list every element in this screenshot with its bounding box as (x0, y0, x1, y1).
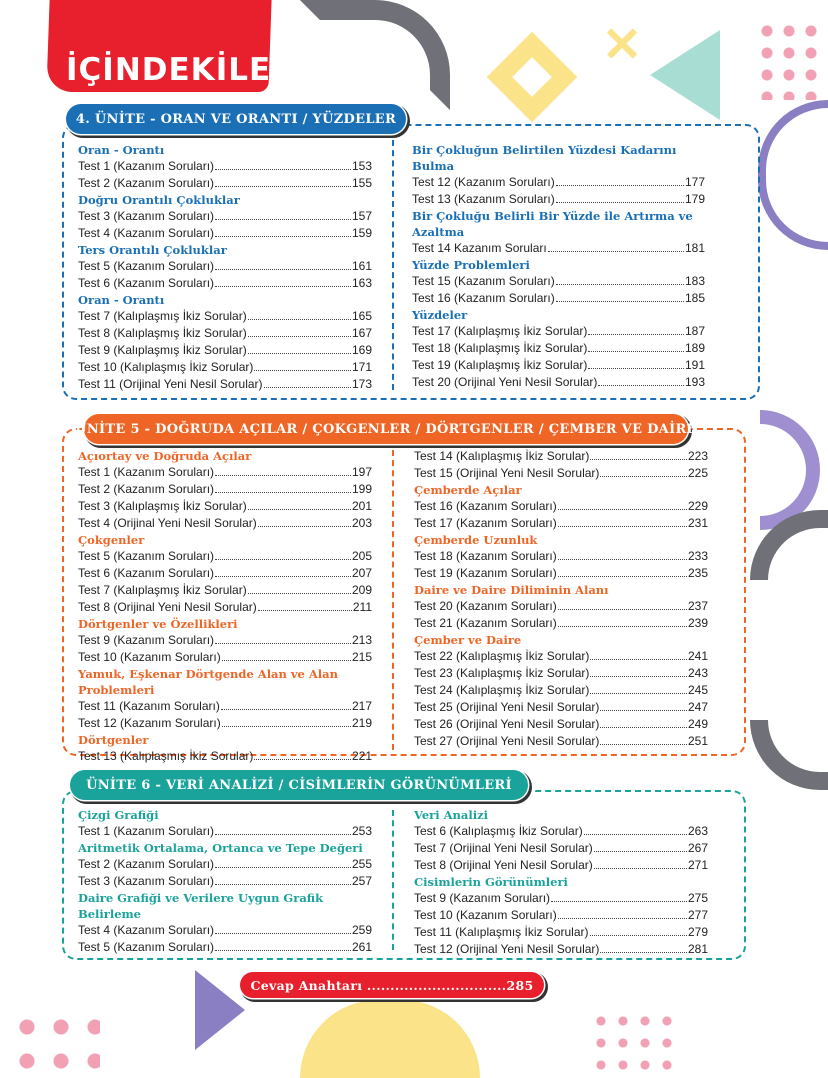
unit5-divider (392, 450, 394, 750)
toc-entry[interactable] (414, 890, 708, 907)
toc-entry-page: 193 (684, 375, 705, 389)
toc-entry-page: 211 (352, 600, 372, 614)
toc-entry-page: 171 (351, 360, 372, 374)
toc-entry[interactable] (414, 716, 708, 733)
answer-key-label: Cevap Anahtarı .............................. (250, 977, 507, 993)
toc-entry-title: Test 6 (Kazanım Soruları) (78, 566, 215, 580)
section-heading: Çokgenler (78, 533, 145, 547)
toc-entry[interactable] (414, 565, 708, 582)
toc-entry[interactable] (78, 698, 372, 715)
dot-leader (551, 890, 687, 902)
toc-entry-title: Test 3 (Kazanım Soruları) (78, 209, 215, 223)
toc-entry-page: 173 (351, 377, 372, 391)
dot-leader (556, 174, 684, 186)
toc-entry-title: Test 8 (Orijinal Yeni Nesil Sorular) (78, 600, 257, 614)
toc-entry[interactable] (414, 648, 708, 665)
toc-entry-page: 263 (687, 824, 708, 838)
dot-leader (215, 632, 351, 644)
toc-entry[interactable] (414, 733, 708, 750)
toc-entry-page: 189 (684, 341, 705, 355)
dot-leader (594, 857, 687, 869)
dot-leader (556, 191, 684, 203)
toc-entry-title: Test 5 (Kazanım Soruları) (78, 940, 215, 954)
section-heading: Çember ve Daire (414, 633, 522, 647)
dot-leader (588, 357, 684, 369)
toc-entry-page: 235 (687, 566, 708, 580)
toc-entry[interactable] (412, 357, 705, 374)
toc-entry-page: 183 (684, 274, 705, 288)
dot-leader (556, 273, 684, 285)
section-heading: Bir Çokluğu Belirli Bir Yüzde ile Artırma ve Azaltma (412, 209, 693, 239)
toc-entry[interactable] (414, 823, 708, 840)
toc-entry[interactable] (412, 290, 705, 307)
dot-leader (598, 374, 684, 386)
toc-entry[interactable] (412, 240, 705, 257)
dot-leader (558, 598, 687, 610)
section-heading: Doğru Orantılı Çokluklar (78, 193, 240, 207)
dot-leader (588, 340, 684, 352)
toc-entry-title: Test 11 (Orijinal Yeni Nesil Sorular) (78, 377, 263, 391)
dot-leader (558, 515, 687, 527)
toc-entry[interactable] (78, 258, 372, 275)
toc-entry-page: 253 (351, 824, 372, 838)
toc-entry[interactable] (78, 158, 372, 175)
dot-leader (556, 290, 684, 302)
toc-entry-page: 219 (351, 716, 372, 730)
toc-entry-page: 267 (687, 841, 708, 855)
toc-entry-page: 167 (351, 326, 372, 340)
toc-entry-title: Test 25 (Orijinal Yeni Nesil Sorular) (414, 700, 600, 714)
toc-entry-title: Test 10 (Kazanım Soruları) (78, 650, 221, 664)
toc-entry[interactable] (78, 359, 372, 376)
toc-entry-title: Test 10 (Kalıplaşmış İkiz Sorular) (78, 360, 254, 374)
toc-entry-title: Test 27 (Orijinal Yeni Nesil Sorular) (414, 734, 600, 748)
toc-entry[interactable] (78, 748, 372, 765)
dot-leader (590, 448, 687, 460)
toc-entry-page: 159 (351, 226, 372, 240)
toc-entry-page: 275 (687, 891, 708, 905)
toc-entry[interactable] (78, 515, 372, 532)
unit4-divider (392, 140, 394, 390)
toc-entry-page: 201 (351, 499, 372, 513)
dot-leader (215, 275, 351, 287)
dot-leader (590, 665, 687, 677)
toc-entry-page: 261 (351, 940, 372, 954)
toc-entry-title: Test 4 (Orijinal Yeni Nesil Sorular) (78, 516, 257, 530)
toc-entry-page: 249 (687, 717, 708, 731)
dot-leader (264, 376, 351, 388)
dot-leader (215, 548, 351, 560)
yellow-half-circle-decoration (300, 1000, 480, 1078)
toc-entry-title: Test 3 (Kazanım Soruları) (78, 874, 215, 888)
toc-entry-page: 157 (351, 209, 372, 223)
dot-leader (590, 682, 687, 694)
section-heading: Daire Grafiği ve Verilere Uygun Grafik Belirleme (78, 891, 324, 921)
toc-entry-title: Test 15 (Orijinal Yeni Nesil Sorular) (414, 466, 600, 480)
toc-entry-title: Test 15 (Kazanım Soruları) (412, 274, 555, 288)
dot-leader (558, 615, 687, 627)
toc-entry[interactable] (78, 715, 372, 732)
toc-entry-page: 221 (351, 749, 372, 763)
section-heading: Dörtgenler (78, 733, 149, 747)
toc-entry-title: Test 24 (Kalıplaşmış İkiz Sorular) (414, 683, 590, 697)
toc-entry[interactable] (414, 548, 708, 565)
toc-entry[interactable] (78, 208, 372, 225)
toc-entry-title: Test 2 (Kazanım Soruları) (78, 857, 215, 871)
toc-entry-title: Test 7 (Orijinal Yeni Nesil Sorular) (414, 841, 593, 855)
toc-entry-title: Test 16 (Kazanım Soruları) (414, 499, 557, 513)
dot-leader (600, 465, 687, 477)
toc-entry-title: Test 2 (Kazanım Soruları) (78, 176, 215, 190)
section-heading: Yüzde Problemleri (412, 258, 530, 272)
toc-entry-title: Test 9 (Kazanım Soruları) (78, 633, 215, 647)
toc-entry-page: 169 (351, 343, 372, 357)
unit4-left-column (78, 142, 372, 393)
dot-leader (222, 715, 351, 727)
pink-dots-decoration (756, 20, 822, 100)
toc-entry[interactable] (414, 515, 708, 532)
dot-leader (215, 175, 351, 187)
toc-entry-title: Test 11 (Kalıplaşmış İkiz Sorular) (414, 925, 589, 939)
dot-leader (248, 342, 351, 354)
dot-leader (248, 498, 351, 510)
section-heading: Oran - Orantı (78, 293, 165, 307)
toc-entry-title: Test 14 Kazanım Soruları (412, 241, 547, 255)
toc-entry-page: 213 (351, 633, 372, 647)
toc-entry[interactable] (414, 924, 708, 941)
dot-leader (258, 599, 352, 611)
dot-leader (248, 582, 351, 594)
dot-leader (590, 924, 687, 936)
dot-leader (558, 907, 687, 919)
toc-entry-title: Test 19 (Kazanım Soruları) (414, 566, 557, 580)
answer-key-link[interactable] (240, 972, 544, 998)
toc-entry[interactable] (412, 174, 705, 191)
section-heading: Yamuk, Eşkenar Dörtgende Alan ve Alan Problemleri (78, 667, 338, 697)
toc-entry-title: Test 7 (Kalıplaşmış İkiz Sorular) (78, 309, 247, 323)
toc-entry-page: 187 (684, 324, 705, 338)
toc-entry[interactable] (78, 376, 372, 393)
toc-entry-page: 257 (351, 874, 372, 888)
toc-entry-page: 153 (351, 159, 372, 173)
toc-entry-page: 231 (687, 516, 708, 530)
dot-leader (215, 939, 351, 951)
dot-leader (215, 158, 351, 170)
toc-entry-title: Test 17 (Kalıplaşmış İkiz Sorular) (412, 324, 588, 338)
toc-entry[interactable] (414, 498, 708, 515)
section-heading: Daire ve Daire Diliminin Alanı (414, 583, 609, 597)
dot-leader (600, 716, 687, 728)
toc-entry[interactable] (414, 699, 708, 716)
toc-entry-page: 279 (687, 925, 708, 939)
toc-entry-title: Test 4 (Kazanım Soruları) (78, 923, 215, 937)
toc-entry[interactable] (78, 922, 372, 939)
toc-entry-page: 237 (687, 599, 708, 613)
toc-entry-title: Test 6 (Kazanım Soruları) (78, 276, 215, 290)
toc-entry-title: Test 12 (Kazanım Soruları) (78, 716, 221, 730)
dot-leader (600, 699, 687, 711)
dot-leader (215, 856, 351, 868)
dot-leader (248, 325, 351, 337)
section-heading: Dörtgenler ve Özellikleri (78, 617, 238, 631)
toc-entry-title: Test 21 (Kazanım Soruları) (414, 616, 557, 630)
dot-leader (215, 823, 351, 835)
toc-entry-page: 281 (687, 942, 708, 956)
toc-entry[interactable] (78, 325, 372, 342)
section-heading: Bir Çokluğun Belirtilen Yüzdesi Kadarını Bulma (412, 143, 677, 173)
toc-entry-title: Test 10 (Kazanım Soruları) (414, 908, 557, 922)
toc-entry-title: Test 4 (Kazanım Soruları) (78, 226, 215, 240)
toc-entry-page: 255 (351, 857, 372, 871)
toc-entry-page: 223 (687, 449, 708, 463)
toc-entry[interactable] (78, 632, 372, 649)
toc-entry[interactable] (414, 465, 708, 482)
gray-arc-decoration (300, 0, 450, 110)
dot-leader (215, 873, 351, 885)
toc-entry-title: Test 1 (Kazanım Soruları) (78, 465, 215, 479)
pink-dots-bottom-decoration (590, 1010, 680, 1078)
unit5-header: ÜNİTE 5 - DOĞRUDA AÇILAR / ÇOKGENLER / DÖRTGENLER / ÇEMBER VE DAİRE (84, 414, 688, 444)
toc-entry-page: 229 (687, 499, 708, 513)
toc-entry-page: 277 (687, 908, 708, 922)
toc-entry-page: 205 (351, 549, 372, 563)
dot-leader (215, 565, 351, 577)
toc-entry-title: Test 3 (Kalıplaşmış İkiz Sorular) (78, 499, 247, 513)
dot-leader (215, 922, 351, 934)
toc-entry[interactable] (412, 273, 705, 290)
dot-leader (215, 258, 351, 270)
dot-leader (215, 464, 351, 476)
toc-entry-page: 163 (351, 276, 372, 290)
toc-entry-page: 241 (687, 649, 708, 663)
section-heading: Açıortay ve Doğruda Açılar (78, 449, 252, 463)
toc-entry[interactable] (78, 481, 372, 498)
toc-entry-page: 199 (351, 482, 372, 496)
dot-leader (215, 481, 351, 493)
toc-entry-title: Test 2 (Kazanım Soruları) (78, 482, 215, 496)
toc-entry[interactable] (414, 907, 708, 924)
dot-leader (600, 941, 687, 953)
toc-entry-page: 155 (351, 176, 372, 190)
toc-entry[interactable] (78, 275, 372, 292)
toc-entry-title: Test 7 (Kalıplaşmış İkiz Sorular) (78, 583, 247, 597)
gray-arc-right-decoration (750, 720, 828, 790)
toc-entry-page: 225 (687, 466, 708, 480)
section-heading: Yüzdeler (412, 308, 468, 322)
toc-entry[interactable] (414, 941, 708, 958)
toc-entry[interactable] (414, 857, 708, 874)
dot-leader (594, 840, 687, 852)
dot-leader (584, 823, 687, 835)
toc-entry[interactable] (78, 342, 372, 359)
toc-entry-page: 209 (351, 583, 372, 597)
toc-entry-page: 191 (684, 358, 705, 372)
toc-entry-title: Test 22 (Kalıplaşmış İkiz Sorular) (414, 649, 590, 663)
answer-key-page: 285 (506, 977, 534, 993)
dot-leader (600, 733, 687, 745)
dot-leader (548, 240, 684, 252)
dot-leader (215, 208, 351, 220)
toc-entry[interactable] (78, 498, 372, 515)
teal-triangle-decoration (650, 30, 720, 120)
dot-leader (215, 225, 351, 237)
dot-leader (588, 323, 684, 335)
yellow-diamond-decoration (487, 32, 578, 123)
toc-entry-title: Test 1 (Kazanım Soruları) (78, 159, 215, 173)
dot-leader (254, 359, 351, 371)
toc-entry[interactable] (414, 840, 708, 857)
toc-entry[interactable] (414, 448, 708, 465)
toc-entry-title: Test 13 (Kazanım Soruları) (412, 192, 555, 206)
toc-entry-page: 165 (351, 309, 372, 323)
dot-leader (590, 648, 687, 660)
toc-entry-page: 245 (687, 683, 708, 697)
toc-entry-page: 179 (684, 192, 705, 206)
toc-entry-page: 217 (351, 699, 372, 713)
toc-entry-page: 181 (684, 241, 705, 255)
unit4-header: 4. ÜNİTE - ORAN VE ORANTI / YÜZDELER (66, 104, 406, 134)
purple-triangle-decoration (195, 970, 245, 1050)
toc-entry[interactable] (78, 939, 372, 956)
toc-entry-title: Test 6 (Kalıplaşmış İkiz Sorular) (414, 824, 583, 838)
toc-entry[interactable] (78, 225, 372, 242)
dot-leader (558, 565, 687, 577)
toc-entry-title: Test 9 (Kazanım Soruları) (414, 891, 551, 905)
toc-entry-page: 259 (351, 923, 372, 937)
section-heading: Çemberde Açılar (414, 483, 522, 497)
unit5-left-column (78, 448, 372, 765)
toc-entry-page: 207 (351, 566, 372, 580)
toc-entry-page: 185 (684, 291, 705, 305)
toc-entry-page: 251 (687, 734, 708, 748)
purple-arc-decoration (758, 100, 828, 250)
toc-entry-page: 177 (684, 175, 705, 189)
pink-dots-left-decoration (10, 1010, 100, 1078)
toc-entry-title: Test 23 (Kalıplaşmış İkiz Sorular) (414, 666, 590, 680)
toc-entry[interactable] (78, 873, 372, 890)
section-heading: Çemberde Uzunluk (414, 533, 538, 547)
toc-entry-title: Test 8 (Kalıplaşmış İkiz Sorular) (78, 326, 247, 340)
toc-entry-page: 243 (687, 666, 708, 680)
toc-entry[interactable] (78, 548, 372, 565)
toc-entry-title: Test 9 (Kalıplaşmış İkiz Sorular) (78, 343, 247, 357)
toc-entry[interactable] (78, 582, 372, 599)
dot-leader (558, 548, 687, 560)
unit6-divider (392, 810, 394, 950)
toc-entry-page: 247 (687, 700, 708, 714)
toc-entry[interactable] (412, 323, 705, 340)
toc-entry-title: Test 14 (Kalıplaşmış İkiz Sorular) (414, 449, 590, 463)
yellow-x-decoration: ✕ (602, 19, 643, 72)
toc-entry-page: 215 (351, 650, 372, 664)
dot-leader (222, 649, 351, 661)
page-title: İÇİNDEKİLER (66, 52, 297, 88)
unit6-left-column (78, 807, 372, 956)
toc-entry-title: Test 8 (Orijinal Yeni Nesil Sorular) (414, 858, 593, 872)
dot-leader (248, 308, 351, 320)
toc-entry-page: 233 (687, 549, 708, 563)
toc-entry[interactable] (78, 565, 372, 582)
toc-entry-page: 239 (687, 616, 708, 630)
toc-entry-title: Test 5 (Kazanım Soruları) (78, 549, 215, 563)
dot-leader (258, 515, 351, 527)
toc-entry[interactable] (412, 374, 705, 391)
toc-entry-title: Test 18 (Kazanım Soruları) (414, 549, 557, 563)
toc-entry[interactable] (78, 856, 372, 873)
toc-entry[interactable] (414, 682, 708, 699)
toc-entry-title: Test 11 (Kazanım Soruları) (78, 699, 220, 713)
section-heading: Cisimlerin Görünümleri (414, 875, 568, 889)
toc-entry[interactable] (414, 598, 708, 615)
unit6-right-column (414, 807, 708, 958)
toc-entry-title: Test 12 (Kazanım Soruları) (412, 175, 555, 189)
dot-leader (221, 698, 351, 710)
toc-entry-title: Test 26 (Orijinal Yeni Nesil Sorular) (414, 717, 600, 731)
section-heading: Aritmetik Ortalama, Ortanca ve Tepe Değeri (78, 841, 363, 855)
section-heading: Veri Analizi (414, 808, 488, 822)
toc-entry[interactable] (412, 191, 705, 208)
unit5-right-column (414, 448, 708, 750)
unit4-right-column (412, 142, 705, 391)
toc-entry-title: Test 16 (Kazanım Soruları) (412, 291, 555, 305)
toc-entry-title: Test 17 (Kazanım Soruları) (414, 516, 557, 530)
toc-entry[interactable] (78, 175, 372, 192)
toc-entry-title: Test 20 (Kazanım Soruları) (414, 599, 557, 613)
toc-entry-title: Test 19 (Kalıplaşmış İkiz Sorular) (412, 358, 588, 372)
toc-entry[interactable] (414, 665, 708, 682)
section-heading: Oran - Orantı (78, 143, 165, 157)
toc-entry[interactable] (78, 823, 372, 840)
toc-entry-page: 203 (351, 516, 372, 530)
toc-entry-title: Test 5 (Kazanım Soruları) (78, 259, 215, 273)
toc-entry-page: 197 (351, 465, 372, 479)
toc-entry-title: Test 20 (Orijinal Yeni Nesil Sorular) (412, 375, 598, 389)
dot-leader (254, 748, 351, 760)
section-heading: Ters Orantılı Çokluklar (78, 243, 227, 257)
toc-entry[interactable] (78, 599, 372, 616)
toc-entry-title: Test 12 (Orijinal Yeni Nesil Sorular) (414, 942, 600, 956)
toc-entry-page: 161 (351, 259, 372, 273)
unit6-header: ÜNİTE 6 - VERİ ANALİZİ / CİSİMLERİN GÖRÜNÜMLERİ (70, 770, 528, 800)
toc-entry[interactable] (414, 615, 708, 632)
toc-entry[interactable] (78, 649, 372, 666)
section-heading: Çizgi Grafiği (78, 808, 159, 822)
toc-entry-title: Test 1 (Kazanım Soruları) (78, 824, 215, 838)
toc-entry[interactable] (78, 464, 372, 481)
toc-entry-page: 271 (687, 858, 708, 872)
dot-leader (558, 498, 687, 510)
toc-entry-title: Test 13 (Kalıplaşmış İkiz Sorular) (78, 749, 254, 763)
toc-entry-title: Test 18 (Kalıplaşmış İkiz Sorular) (412, 341, 588, 355)
toc-entry[interactable] (78, 308, 372, 325)
toc-entry[interactable] (412, 340, 705, 357)
